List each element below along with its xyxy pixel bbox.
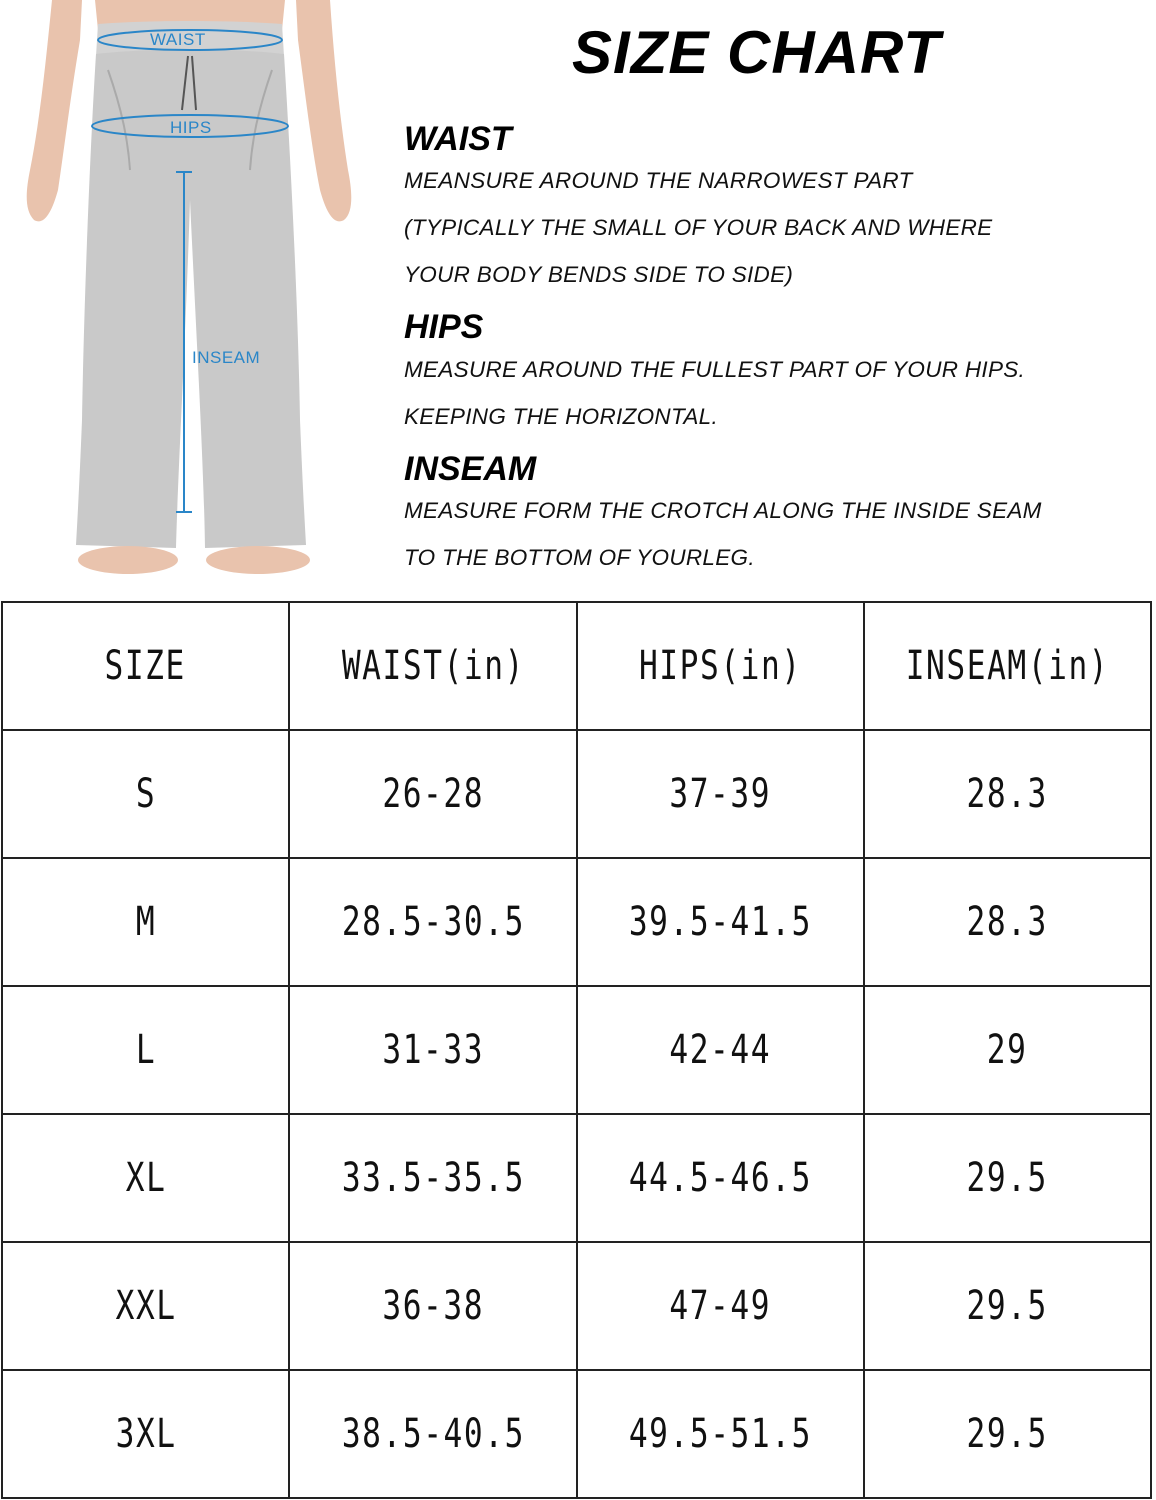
size-table (1, 601, 1152, 1499)
waist-cell: 33.5-35.5 (289, 1114, 576, 1242)
waist-instruction-line: MEANSURE AROUND THE NARROWEST PART (404, 168, 913, 193)
inseam-cell: 29.5 (864, 1242, 1151, 1370)
waist-cell: 31-33 (289, 986, 576, 1114)
table-row (2, 1370, 1151, 1498)
hips-heading: HIPS (404, 308, 484, 346)
hips-cell: 37-39 (577, 730, 864, 858)
inseam-cell: 28.3 (864, 730, 1151, 858)
waist-cell: 36-38 (289, 1242, 576, 1370)
size-cell: XL (2, 1114, 289, 1242)
header-inseam: INSEAM(in) (864, 602, 1151, 730)
inseam-measure-label: INSEAM (192, 348, 261, 367)
waist-cell: 26-28 (289, 730, 576, 858)
inseam-cell: 28.3 (864, 858, 1151, 986)
hips-cell: 47-49 (577, 1242, 864, 1370)
inseam-cell: 29.5 (864, 1370, 1151, 1498)
hips-cell: 44.5-46.5 (577, 1114, 864, 1242)
table-row (2, 730, 1151, 858)
table-row (2, 986, 1151, 1114)
hips-cell: 49.5-51.5 (577, 1370, 864, 1498)
waist-cell: 28.5-30.5 (289, 858, 576, 986)
page-title: SIZE CHART (572, 19, 941, 86)
hips-instruction-line: MEASURE AROUND THE FULLEST PART OF YOUR HIPS. (404, 357, 1026, 382)
hips-measure-label: HIPS (170, 118, 212, 137)
waist-heading: WAIST (404, 120, 512, 158)
table-row (2, 1242, 1151, 1370)
waist-measure-label: WAIST (150, 30, 206, 49)
header-hips: HIPS(in) (577, 602, 864, 730)
hips-cell: 39.5-41.5 (577, 858, 864, 986)
waist-instruction-line: (TYPICALLY THE SMALL OF YOUR BACK AND WHERE (404, 215, 993, 240)
size-cell: XXL (2, 1242, 289, 1370)
waist-cell: 38.5-40.5 (289, 1370, 576, 1498)
table-row (2, 858, 1151, 986)
hips-cell: 42-44 (577, 986, 864, 1114)
size-cell: 3XL (2, 1370, 289, 1498)
inseam-instruction-line: MEASURE FORM THE CROTCH ALONG THE INSIDE SEAM (404, 498, 1042, 523)
hips-instruction-line: KEEPING THE HORIZONTAL. (404, 404, 719, 429)
pants-figure-drawing (0, 0, 380, 600)
pants-model-illustration (0, 0, 380, 600)
header-size: SIZE (2, 602, 289, 730)
header-waist: WAIST(in) (289, 602, 576, 730)
inseam-heading: INSEAM (404, 450, 537, 488)
inseam-cell: 29 (864, 986, 1151, 1114)
inseam-instruction-line: TO THE BOTTOM OF YOURLEG. (404, 545, 755, 570)
inseam-cell: 29.5 (864, 1114, 1151, 1242)
waist-instruction-line: YOUR BODY BENDS SIDE TO SIDE) (404, 262, 794, 287)
size-cell: L (2, 986, 289, 1114)
size-cell: S (2, 730, 289, 858)
size-cell: M (2, 858, 289, 986)
table-header-row (2, 602, 1151, 730)
table-row (2, 1114, 1151, 1242)
